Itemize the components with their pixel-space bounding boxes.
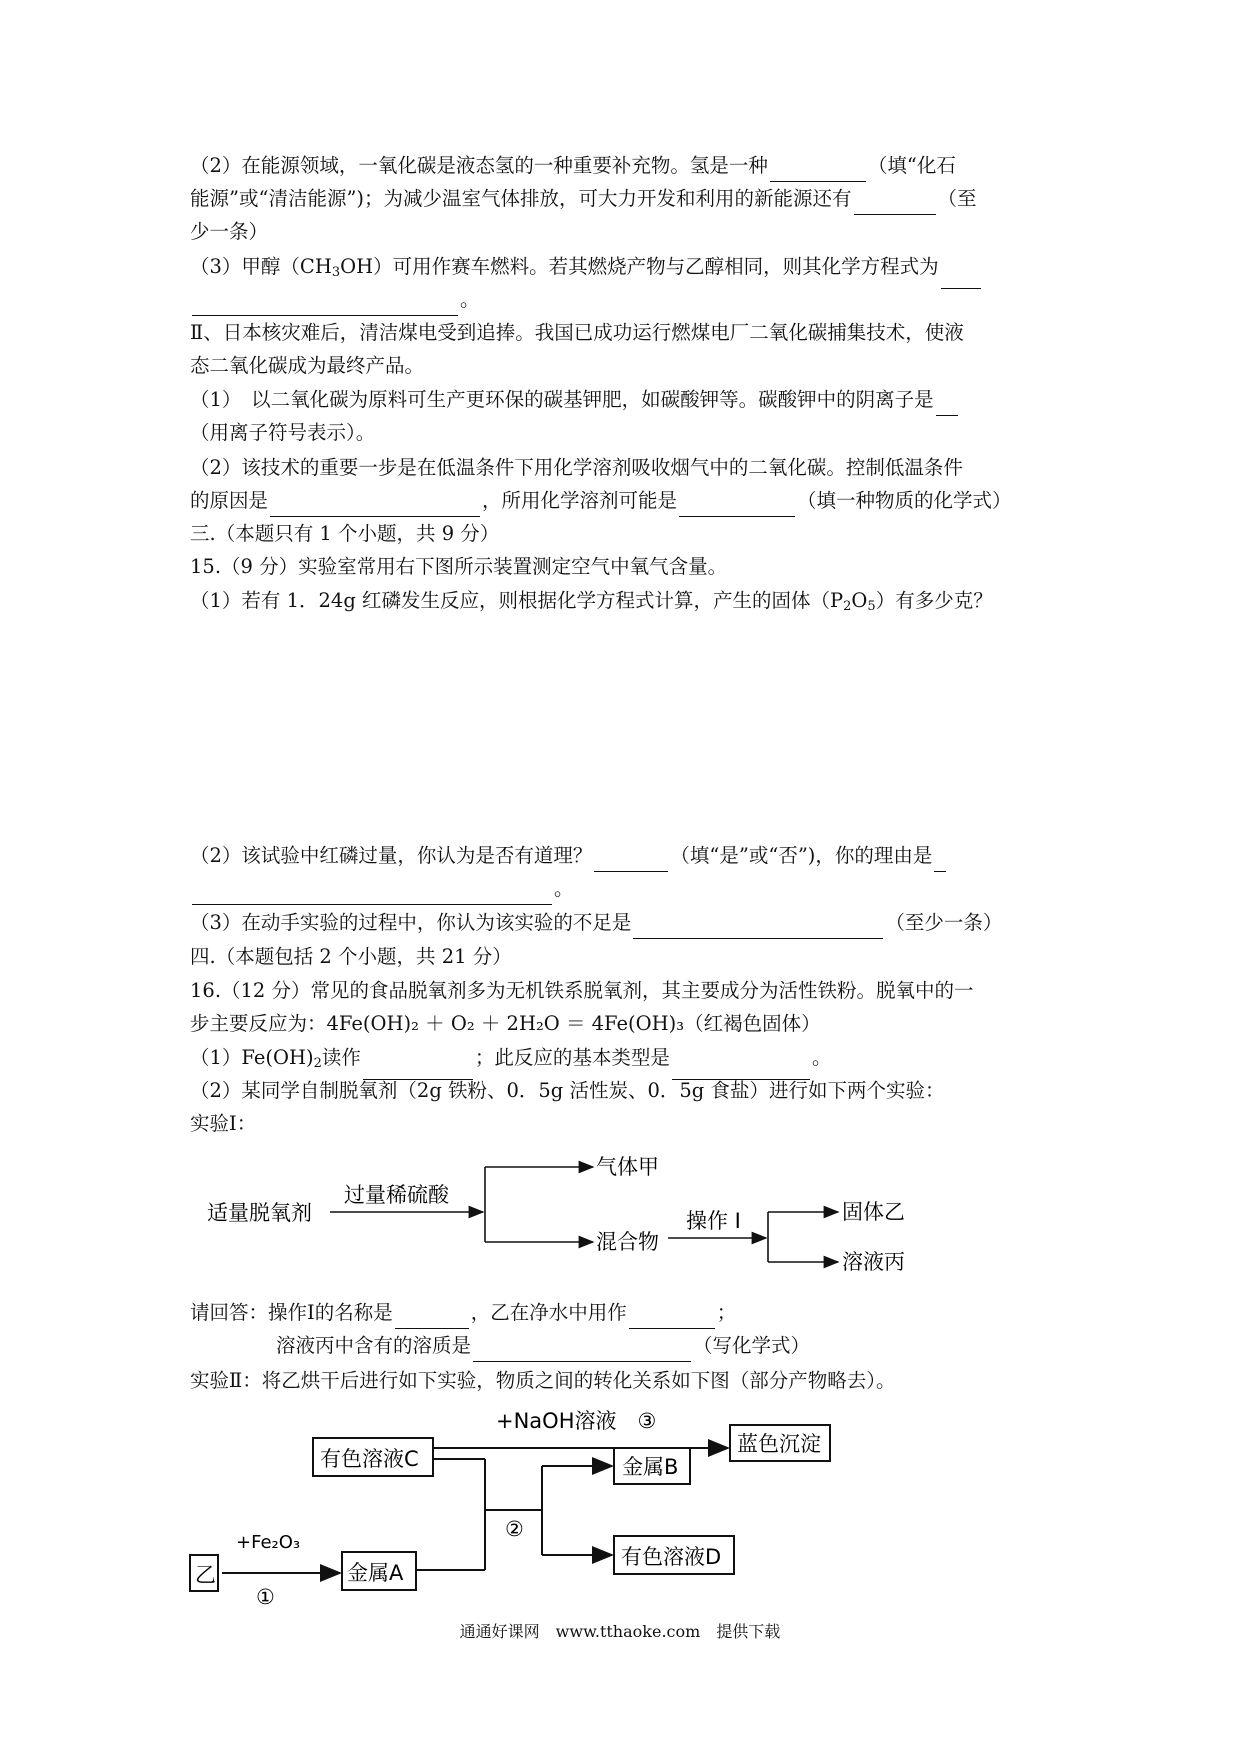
text-line: （1） 以二氧化碳为原料可生产更环保的碳基钾肥，如碳酸钾等。碳酸钾中的阴离子是 [190, 384, 960, 416]
naoh-label: +NaOH溶液 ③ [496, 1409, 657, 1433]
text-line: 。 [190, 284, 480, 316]
text-line: （3）甲醇$(CH_3OH)$可用作赛车燃料。若其燃烧产物与乙醇相同，则其化学方程式为 [190, 251, 983, 289]
operation-label: 操作 I [686, 1209, 741, 1233]
color-c-label: 有色溶液C [320, 1447, 419, 1471]
step-2-label: ② [505, 1517, 524, 1541]
question-title: 15.（9 分）实验室常用右下图所示装置测定空气中氧气含量。 [190, 555, 728, 578]
text-line: 态二氧化碳成为最终产品。 [190, 354, 425, 377]
text-line: 少一条） [190, 220, 269, 243]
text-line: 能源”或“清洁能源”)；为减少温室气体排放，可大力开发和利用的新能源还有 （至 [190, 183, 977, 215]
text-line: 实验Ⅰ： [190, 1112, 257, 1135]
text-line: 请回答：操作Ⅰ的名称是 ，乙在净水中用作 ； [190, 1297, 736, 1329]
text-line: 溶液丙中含有的溶质是 （写化学式） [276, 1330, 810, 1362]
text-line: 实验Ⅱ：将乙烘干后进行如下实验，物质之间的转化关系如下图（部分产物略去）。 [190, 1369, 896, 1392]
text-line: （2）某同学自制脱氧剂（2g 铁粉、0．5g 活性炭、0．5g 食盐）进行如下两个实验： [190, 1079, 945, 1102]
text-line: 。 [190, 873, 574, 905]
metal-a-label: 金属A [347, 1561, 404, 1585]
text-line: （用离子符号表示）。 [190, 421, 376, 444]
solid-label: 固体乙 [842, 1200, 905, 1224]
question-title: 16.（12 分）常见的食品脱氧剂多为无机铁系脱氧剂，其主要成分为活性铁粉。脱氧中的一 [190, 979, 974, 1002]
text-line: 的原因是 ，所用化学溶剂可能是 （填一种物质的化学式） [190, 485, 1012, 517]
blue-precipitate-label: 蓝色沉淀 [737, 1432, 821, 1456]
text-line: （2）在能源领域，一氧化碳是液态氢的一种重要补充物。氢是一种 （填“化石 [190, 150, 956, 182]
fe2o3-label: +Fe₂O₃ [236, 1532, 301, 1553]
page-footer: 通通好课网 www.tthaoke.com 提供下载 [459, 1622, 781, 1641]
text-line: $(1)Fe(OH)_2$读作 ；此反应的基本类型是 。 [190, 1042, 831, 1080]
step-1-label: ① [256, 1585, 275, 1609]
text-line: （3）在动手实验的过程中，你认为该实验的不足是 （至少一条） [190, 907, 1002, 939]
text-line: （2）该技术的重要一步是在低温条件下用化学溶剂吸收烟气中的二氧化碳。控制低温条件 [190, 456, 963, 479]
box-yi-label: 乙 [195, 1563, 216, 1587]
text-line: 步主要反应为：4Fe(OH)₂ ＋ O₂ ＋ 2H₂O ＝ 4Fe(OH)₃（红褐色固体） [190, 1012, 821, 1035]
text-line: Ⅱ、日本核灾难后，清洁煤电受到追捧。我国已成功运行燃煤电厂二氧化碳捕集技术，使液 [190, 321, 964, 344]
gas-label: 气体甲 [596, 1155, 659, 1179]
section-heading: 三.（本题只有 1 个小题，共 9 分） [190, 522, 500, 545]
solution-label: 溶液丙 [842, 1250, 905, 1274]
mixture-label: 混合物 [596, 1230, 659, 1254]
section-heading: 四.（本题包括 2 个小题，共 21 分） [190, 945, 512, 968]
text-line: （1）若有 1．24g 红磷发生反应，则根据化学方程式计算，产生的固体$(P_2O_5)$有多少克？ [190, 589, 993, 614]
metal-b-label: 金属B [622, 1455, 679, 1479]
text-line: （2）该试验中红磷过量，你认为是否有道理？ （填“是”或“否”)，你的理由是 [190, 840, 948, 872]
reagent-label: 过量稀硫酸 [344, 1183, 449, 1207]
start-material-label: 适量脱氧剂 [207, 1201, 312, 1225]
color-d-label: 有色溶液D [621, 1545, 722, 1569]
